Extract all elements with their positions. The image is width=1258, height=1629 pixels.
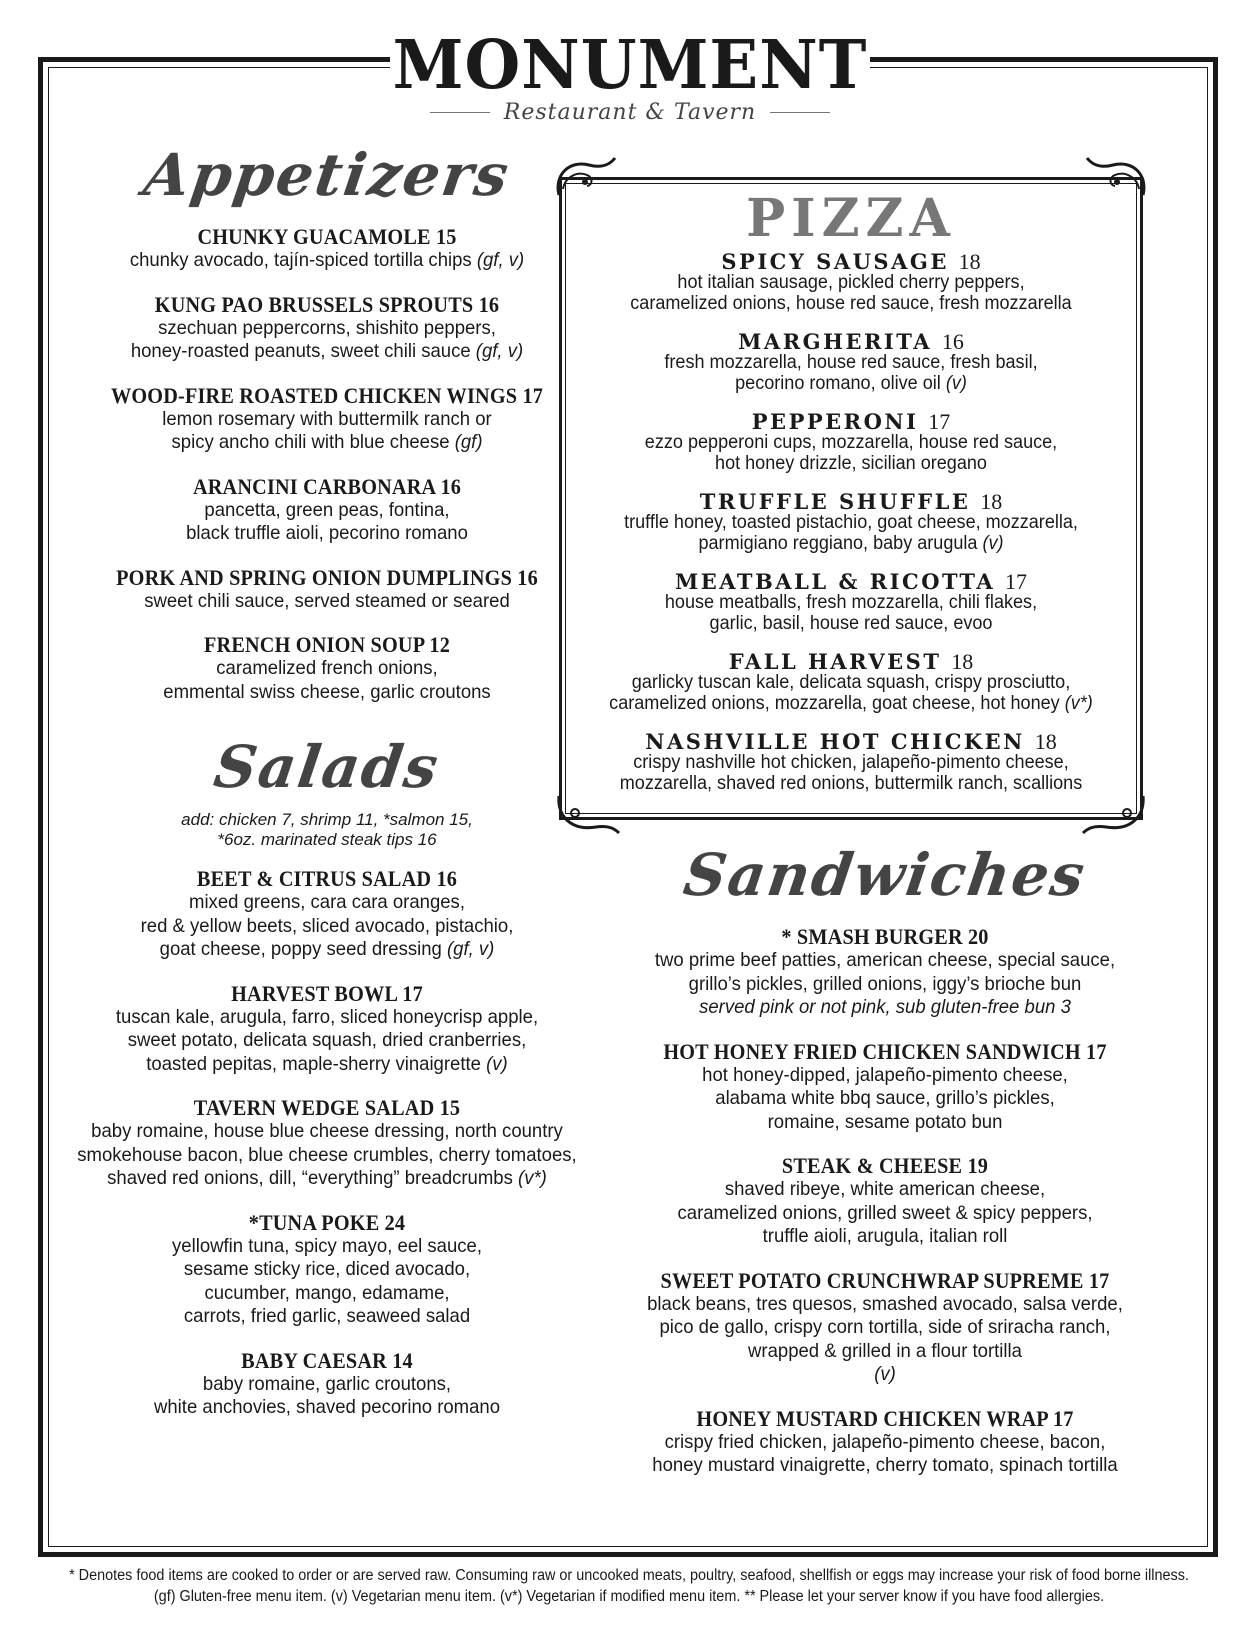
description-line: mixed greens, cara cara oranges,: [189, 891, 465, 913]
description-line: smokehouse bacon, blue cheese crumbles, cherry tomatoes,: [77, 1143, 577, 1166]
left-column: [62, 140, 592, 1439]
dietary-tag: (v): [945, 372, 967, 394]
description-line: grillo’s pickles, grilled onions, iggy’s brioche bun: [688, 972, 1082, 995]
description-line: hot honey-dipped, jalapeño-pimento cheese,: [702, 1063, 1068, 1086]
menu-item-description: [587, 593, 1115, 634]
brand-tagline: Restaurant & Tavern: [503, 100, 757, 125]
footer-line-1: * Denotes food items are cooked to order or are served raw. Consuming raw or uncooked meats, poultry, seafood, shellfish or eggs may increase your risk of food borne illness.: [69, 1567, 1189, 1584]
description-line: toasted pepitas, maple-sherry vinaigrette: [146, 1052, 481, 1075]
description-line: garlicky tuscan kale, delicata squash, crispy prosciutto,: [631, 672, 1071, 693]
menu-item-description: [587, 353, 1115, 394]
brand-name: MONUMENT: [392, 26, 868, 105]
description-line: cucumber, mango, edamame,: [204, 1281, 450, 1304]
menu-item-description: [587, 433, 1115, 474]
description-line: caramelized french onions,: [216, 657, 438, 679]
dietary-tag: (gf): [454, 431, 483, 453]
salads-list: [62, 866, 592, 1420]
menu-item-description: [587, 673, 1115, 714]
menu-item-name: [573, 731, 1129, 753]
menu-item-description: [75, 1373, 579, 1420]
description-line: mozzarella, shaved red onions, buttermilk ranch, scallions: [619, 772, 1083, 794]
menu-item-price: 18: [980, 489, 1003, 514]
description-line: tuscan kale, arugula, farro, sliced honeycrisp apple,: [115, 1005, 539, 1028]
menu-item-description: [75, 891, 579, 962]
description-line: crispy nashville hot chicken, jalapeño-pimento cheese,: [633, 752, 1069, 773]
menu-item: [62, 1095, 592, 1191]
menu-item: [573, 411, 1129, 474]
menu-item-price: 17: [1004, 569, 1027, 594]
menu-item-name: STEAK & CHEESE 19: [781, 1153, 989, 1178]
menu-item-description: [75, 1006, 579, 1077]
description-line: chunky avocado, tajín-spiced tortilla chips: [129, 249, 472, 271]
menu-item-description: [75, 1120, 579, 1191]
description-line: ezzo pepperoni cups, mozzarella, house red sauce,: [644, 432, 1058, 453]
description-line: hot italian sausage, pickled cherry peppers,: [677, 272, 1025, 293]
menu-item: [62, 224, 592, 273]
dietary-tag: (v): [982, 532, 1004, 554]
description-line: pico de gallo, crispy corn tortilla, side of sriracha ranch,: [659, 1316, 1111, 1338]
menu-item-description: [75, 499, 579, 546]
description-line: black truffle aioli, pecorino romano: [186, 522, 468, 544]
description-line: shaved red onions, dill, “everything” breadcrumbs: [107, 1167, 513, 1189]
menu-item: [580, 1268, 1190, 1387]
menu-item-name: [573, 491, 1129, 513]
menu-item-name: HONEY MUSTARD CHICKEN WRAP 17: [696, 1405, 1074, 1431]
menu-item-title: MARGHERITA: [738, 329, 942, 354]
sandwiches-heading: Sandwiches: [679, 841, 1091, 909]
menu-item-name: SWEET POTATO CRUNCHWRAP SUPREME 17: [660, 1267, 1110, 1293]
description-line: black beans, tres quesos, smashed avocado, salsa verde,: [647, 1292, 1123, 1315]
dietary-tag: (v): [486, 1052, 508, 1075]
menu-item-name: [573, 651, 1129, 673]
menu-item-price: 18: [1034, 729, 1057, 754]
description-line: baby romaine, house blue cheese dressing, north country: [91, 1120, 563, 1142]
menu-item-description: [595, 1178, 1175, 1249]
dietary-tag: (gf, v): [446, 938, 495, 960]
menu-item-name: WOOD-FIRE ROASTED CHICKEN WINGS 17: [110, 382, 544, 408]
menu-item-name: *TUNA POKE 24: [248, 1209, 406, 1235]
description-line: honey-roasted peanuts, sweet chili sauce: [130, 340, 471, 362]
brand-header: [390, 20, 870, 130]
description-line: sweet chili sauce, served steamed or seared: [144, 589, 510, 612]
menu-item-name: PORK AND SPRING ONION DUMPLINGS 16: [116, 564, 538, 590]
menu-item: [62, 1210, 592, 1329]
description-line: two prime beef patties, american cheese, special sauce,: [654, 949, 1116, 971]
description-line: truffle honey, toasted pistachio, goat cheese, mozzarella,: [624, 512, 1078, 533]
menu-item: [573, 651, 1129, 714]
menu-item-description: [595, 1064, 1175, 1135]
description-line: alabama white bbq sauce, grillo’s pickles,: [715, 1087, 1055, 1109]
menu-item: [62, 981, 592, 1077]
menu-item: [580, 1406, 1190, 1478]
menu-item-title: SPICY SAUSAGE: [721, 249, 959, 274]
menu-item-description: [75, 317, 579, 364]
menu-item-description: [587, 513, 1115, 554]
menu-item-note: (v): [874, 1363, 896, 1385]
dietary-tag: (v*): [1064, 692, 1093, 714]
description-line: wrapped & grilled in a flour tortilla: [748, 1339, 1022, 1362]
menu-item-description: [75, 249, 579, 273]
menu-item: [62, 383, 592, 455]
menu-item: [573, 491, 1129, 554]
menu-item-price: 18: [958, 249, 981, 274]
menu-item: [62, 632, 592, 704]
menu-item: [573, 331, 1129, 394]
menu-item-name: * SMASH BURGER 20: [781, 924, 989, 949]
menu-item-title: TRUFFLE SHUFFLE: [699, 489, 981, 514]
menu-item-name: TAVERN WEDGE SALAD 15: [193, 1095, 461, 1120]
description-line: hot honey drizzle, sicilian oregano: [715, 452, 987, 474]
description-line: crispy fried chicken, jalapeño-pimento cheese, bacon,: [664, 1430, 1106, 1453]
description-line: truffle aioli, arugula, italian roll: [762, 1225, 1008, 1247]
description-line: sweet potato, delicata squash, dried cranberries,: [127, 1029, 527, 1051]
description-line: garlic, basil, house red sauce, evoo: [709, 612, 993, 634]
menu-item-description: [587, 753, 1115, 794]
menu-item-title: MEATBALL & RICOTTA: [675, 569, 1005, 594]
dietary-tag: (gf, v): [476, 249, 525, 271]
menu-item: [573, 571, 1129, 634]
description-line: white anchovies, shaved pecorino romano: [153, 1396, 501, 1418]
description-line: caramelized onions, house red sauce, fresh mozzarella: [630, 292, 1072, 314]
menu-item-name: KUNG PAO BRUSSELS SPROUTS 16: [154, 291, 500, 317]
salads-addons-note: add: chicken 7, shrimp 11, *salmon 15, *6oz. marinated steak tips 16: [181, 810, 473, 849]
description-line: yellowfin tuna, spicy mayo, eel sauce,: [172, 1234, 482, 1257]
menu-item-description: [75, 590, 579, 614]
menu-item-note: served pink or not pink, sub gluten-free bun 3: [699, 996, 1071, 1018]
menu-item: [62, 1348, 592, 1420]
menu-item: [580, 924, 1190, 1020]
description-line: romaine, sesame potato bun: [767, 1110, 1003, 1133]
menu-item-description: [75, 408, 579, 455]
description-line: honey mustard vinaigrette, cherry tomato, spinach tortilla: [652, 1454, 1118, 1476]
menu-item-description: [587, 273, 1115, 314]
menu-item-description: [75, 657, 579, 704]
menu-item-price: 16: [941, 329, 964, 354]
description-line: house meatballs, fresh mozzarella, chili flakes,: [664, 592, 1038, 613]
description-line: baby romaine, garlic croutons,: [202, 1372, 452, 1395]
menu-item-name: [573, 251, 1129, 273]
menu-item: [580, 1039, 1190, 1135]
description-line: caramelized onions, mozzarella, goat cheese, hot honey: [609, 692, 1060, 714]
menu-item-price: 18: [951, 649, 974, 674]
pizza-heading: PIZZA: [746, 188, 956, 249]
menu-item-price: 17: [928, 409, 951, 434]
description-line: goat cheese, poppy seed dressing: [159, 938, 442, 960]
appetizers-list: [62, 224, 592, 704]
menu-item-description: [595, 1431, 1175, 1478]
tagline-rule-right: [770, 112, 830, 113]
menu-item-name: BABY CAESAR 14: [241, 1347, 413, 1373]
menu-item-description: [75, 1235, 579, 1329]
description-line: pancetta, green peas, fontina,: [204, 498, 450, 521]
pizza-box: [553, 155, 1149, 830]
description-line: lemon rosemary with buttermilk ranch or: [162, 407, 492, 430]
menu-item-name: HARVEST BOWL 17: [231, 980, 423, 1006]
description-line: parmigiano reggiano, baby arugula: [698, 532, 978, 554]
description-line: szechuan peppercorns, shishito peppers,: [158, 316, 496, 339]
description-line: caramelized onions, grilled sweet & spicy peppers,: [677, 1201, 1093, 1224]
menu-item: [573, 731, 1129, 794]
pizza-list: [573, 251, 1129, 794]
description-line: red & yellow beets, sliced avocado, pistachio,: [140, 914, 514, 937]
menu-item-name: ARANCINI CARBONARA 16: [192, 473, 462, 499]
dietary-tag: (v*): [518, 1167, 547, 1189]
description-line: carrots, fried garlic, seaweed salad: [183, 1305, 471, 1327]
menu-item-name: [573, 331, 1129, 353]
menu-item: [62, 565, 592, 614]
menu-item-title: PEPPERONI: [751, 409, 929, 434]
menu-item: [573, 251, 1129, 314]
menu-item-name: [573, 411, 1129, 433]
menu-item-name: CHUNKY GUACAMOLE 15: [197, 224, 457, 249]
description-line: shaved ribeye, white american cheese,: [724, 1178, 1046, 1200]
description-line: fresh mozzarella, house red sauce, fresh basil,: [664, 352, 1038, 373]
footer-line-2: (gf) Gluten-free menu item. (v) Vegetarian menu item. (v*) Vegetarian if modified menu item. ** Please let your server know if you have food allergies.: [153, 1588, 1105, 1605]
menu-item-name: HOT HONEY FRIED CHICKEN SANDWICH 17: [663, 1038, 1107, 1064]
description-line: spicy ancho chili with blue cheese: [171, 431, 450, 453]
menu-item-description: [595, 949, 1175, 1020]
menu-item: [62, 866, 592, 962]
menu-item-name: BEET & CITRUS SALAD 16: [196, 866, 458, 891]
salads-heading: Salads: [210, 733, 444, 801]
menu-item-title: FALL HARVEST: [728, 649, 952, 674]
description-line: pecorino romano, olive oil: [735, 372, 941, 394]
menu-item: [62, 474, 592, 546]
menu-item-description: [595, 1293, 1175, 1387]
sandwiches-list: [580, 924, 1190, 1478]
dietary-tag: (gf, v): [475, 340, 524, 362]
appetizers-heading: Appetizers: [139, 141, 515, 209]
menu-item: [580, 1153, 1190, 1249]
description-line: sesame sticky rice, diced avocado,: [183, 1258, 471, 1280]
menu-item-name: [573, 571, 1129, 593]
menu-item-title: NASHVILLE HOT CHICKEN: [645, 729, 1035, 754]
menu-item: [62, 292, 592, 364]
right-column: [580, 840, 1190, 1497]
menu-item-name: FRENCH ONION SOUP 12: [203, 632, 451, 657]
description-line: emmental swiss cheese, garlic croutons: [163, 680, 491, 703]
footer-disclaimer: [44, 1565, 1214, 1607]
tagline-rule-left: [430, 112, 490, 113]
